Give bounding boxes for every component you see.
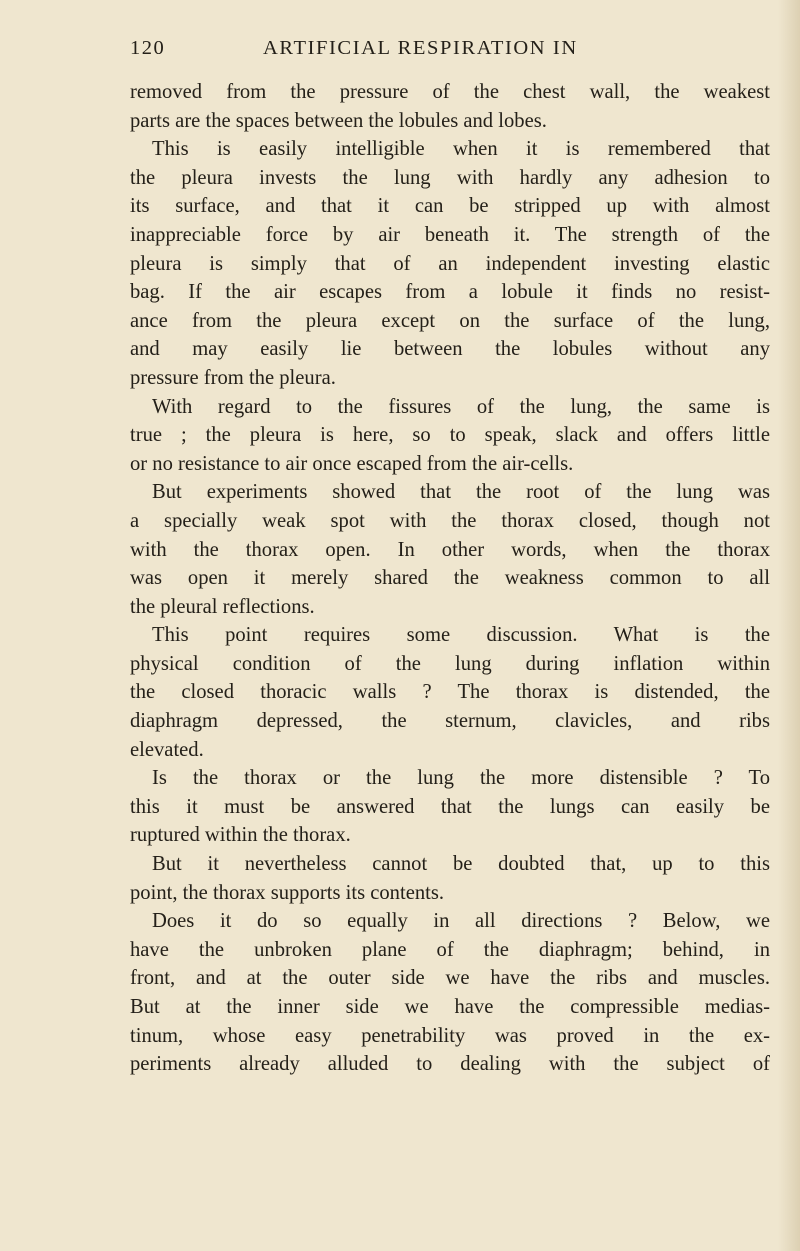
text-line: the closed thoracic walls ? The thorax is distended, the [130, 681, 770, 704]
text-line: But experiments showed that the root of the lung was [152, 481, 770, 504]
text-line: But at the inner side we have the compressible medias- [130, 996, 770, 1018]
text-line: tinum, whose easy penetrability was proved in the ex- [130, 1024, 770, 1047]
text-line: elevated. [130, 738, 204, 761]
text-line: physical condition of the lung during inflation within [130, 652, 770, 675]
running-title: ARTIFICIAL RESPIRATION IN [263, 37, 578, 59]
text-line: true ; the pleura is here, so to speak, slack and offers little [130, 424, 770, 447]
page-number: 120 [130, 37, 166, 59]
page-edge-shadow [778, 0, 800, 1251]
text-line: This is easily intelligible when it is remembered that [152, 138, 770, 161]
text-line: ance from the pleura except on the surface of the lung, [130, 309, 770, 332]
text-line: and may easily lie between the lobules without any [130, 338, 770, 361]
text-line: This point requires some discussion. What is the [152, 624, 770, 647]
text-line: But it nevertheless cannot be doubted that, up to this [152, 853, 770, 876]
text-line: bag. If the air escapes from a lobule it finds no resist- [130, 281, 770, 304]
page-header [130, 37, 770, 67]
text-line: the pleura invests the lung with hardly any adhesion to [130, 166, 770, 189]
text-line: have the unbroken plane of the diaphragm; behind, in [130, 938, 770, 961]
text-line: pleura is simply that of an independent investing elastic [130, 252, 770, 275]
text-line: with the thorax open. In other words, when the thorax [130, 538, 770, 561]
text-line: parts are the spaces between the lobules and lobes. [130, 109, 547, 132]
text-line: the pleural reflections. [130, 595, 315, 618]
text-line: removed from the pressure of the chest wall, the weakest [130, 81, 770, 103]
text-line: Is the thorax or the lung the more distensible ? To [152, 767, 770, 790]
text-line: front, and at the outer side we have the ribs and muscles. [130, 967, 770, 990]
text-line: ruptured within the thorax. [130, 824, 351, 847]
text-line: inappreciable force by air beneath it. The strength of the [130, 223, 770, 246]
text-line: Does it do so equally in all directions ? Below, we [152, 910, 770, 933]
text-line: this it must be answered that the lungs can easily be [130, 795, 770, 818]
text-line: pressure from the pleura. [130, 366, 336, 389]
text-line: point, the thorax supports its contents. [130, 881, 445, 904]
text-line: was open it merely shared the weakness common to all [130, 567, 770, 590]
text-line: or no resistance to air once escaped from the air-cells. [130, 452, 574, 475]
text-line: With regard to the fissures of the lung, the same is [152, 395, 770, 418]
text-line: a specially weak spot with the thorax closed, though not [130, 509, 770, 532]
text-line: diaphragm depressed, the sternum, clavicles, and ribs [130, 710, 770, 733]
text-line: periments already alluded to dealing with the subject of [130, 1053, 770, 1076]
text-line: its surface, and that it can be stripped up with almost [130, 195, 770, 218]
body-text [130, 78, 770, 1079]
